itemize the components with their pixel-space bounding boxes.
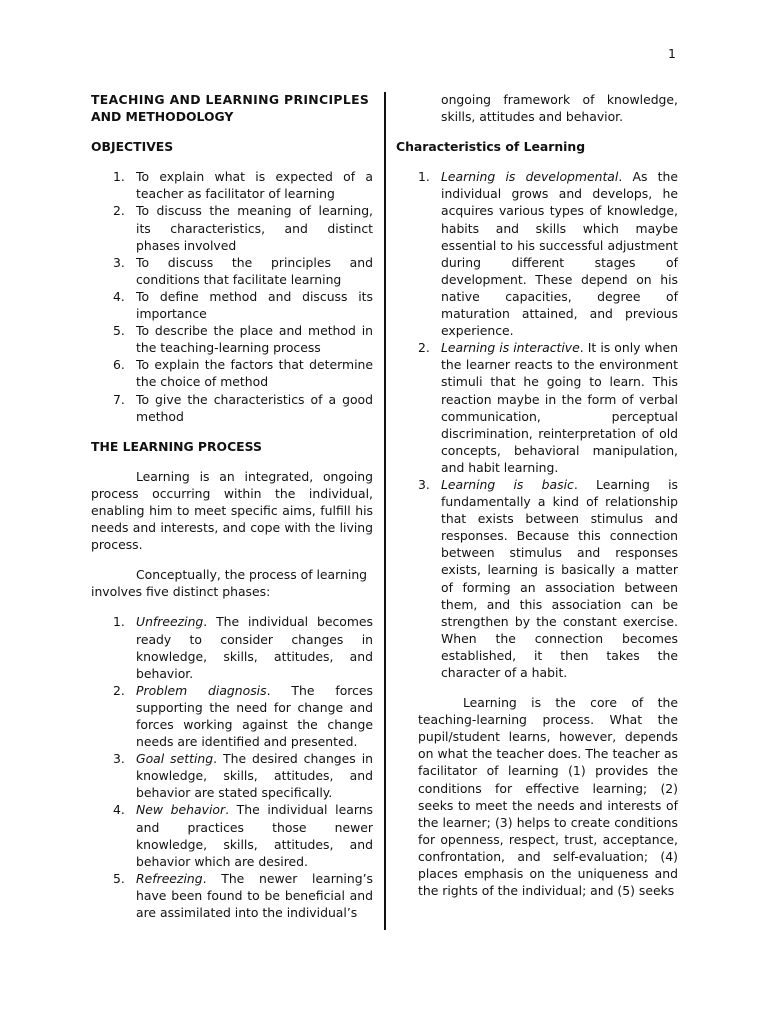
characteristic-term: Learning is basic (441, 476, 574, 492)
document-title-line-1: TEACHING AND LEARNING PRINCIPLES (91, 92, 370, 107)
characteristic-text: . It is only when the learner reacts to the environment stimuli that he going to learn. This reaction maybe in the form of verbal communication, perceptual discrimination, reinterpretation of old concepts, behavioral manipulation, and habit learning. (441, 340, 678, 475)
objective-text: To describe the place and method in the teaching-learning process (136, 323, 373, 356)
list-item: 3. Learning is basic. Learning is fundamentally a kind of relationship that exists between stimulus and responses. Because this connection between stimulus and responses exists, learning is basically a matter of forming an association between them, and this association can be strengthen by the constant exercise. When the connection becomes established, it then takes the character of a habit. (418, 476, 678, 680)
continued-text: ongoing framework of knowledge, skills, attitudes and behavior. (441, 92, 678, 125)
phases-list (91, 613, 373, 921)
phases-intro-paragraph: Conceptually, the process of learning involves five distinct phases: (91, 567, 368, 600)
list-item: 1. To explain what is expected of a teacher as facilitator of learning (113, 169, 373, 202)
right-column (396, 91, 678, 899)
list-item: 4. To define method and discuss its importance (113, 288, 373, 322)
objective-text: To give the characteristics of a good method (136, 391, 373, 424)
objective-text: To discuss the principles and conditions that facilitate learning (136, 254, 373, 287)
list-item: 5. To describe the place and method in the teaching-learning process (113, 323, 373, 356)
phase-term: Problem diagnosis (136, 682, 267, 698)
phase-term: Unfreezing (136, 614, 204, 630)
objective-text: To define method and discuss its importance (136, 288, 373, 322)
phase-term: Goal setting (136, 751, 214, 767)
objective-text: To explain what is expected of a teacher as facilitator of learning (136, 169, 373, 202)
objectives-list (91, 168, 373, 424)
learning-definition-paragraph: Learning is an integrated, ongoing process occurring within the individual, enabling him to meet specific aims, fulfill his needs and interests, and cope with the living process. (91, 468, 373, 553)
list-item: 6. To explain the factors that determine the choice of method (113, 357, 373, 390)
learning-process-heading: THE LEARNING PROCESS (91, 438, 262, 454)
phase-term: Refreezing (136, 870, 203, 886)
list-item: 1. Learning is developmental. As the individual grows and develops, he acquires various types of knowledge, habits and skills which maybe essential to his successful adjustment during different stages of development. These depend on his native capacities, degree of maturation attained, and previous experience. (418, 169, 678, 339)
characteristic-term: Learning is interactive (441, 340, 580, 356)
characteristic-text: . Learning is fundamentally a kind of relationship that exists between stimulus and responses. Because this connection between stimulus and responses exists, learning is basically a matter of forming an association between them, and this association can be strengthen by the constant exercise. When the connection becomes established, it then takes the character of a habit. (441, 476, 678, 680)
objective-text: To discuss the meaning of learning, its characteristics, and distinct phases involved (136, 203, 373, 253)
characteristics-heading: Characteristics of Learning (396, 139, 586, 155)
left-column (91, 91, 373, 934)
objectives-heading: OBJECTIVES (91, 139, 174, 155)
document-title-line-2: AND METHODOLOGY (91, 109, 234, 125)
list-item: 2. To discuss the meaning of learning, its characteristics, and distinct phases involved (113, 203, 373, 253)
characteristic-text: . As the individual grows and develops, he acquires various types of knowledge, habits and skills which maybe essential to his successful adjustment during different stages of development. These depend on his native capacities, degree of maturation attained, and previous experience. (441, 169, 678, 339)
list-item: 3. To discuss the principles and conditions that facilitate learning (113, 254, 373, 287)
objective-text: To explain the factors that determine the choice of method (136, 357, 373, 390)
phase-text: . The newer learning’s have been found to be beneficial and are assimilated into the individual’s (136, 870, 373, 921)
characteristic-term: Learning is developmental (441, 169, 619, 185)
column-divider (384, 92, 386, 930)
phase-text: . The individual learns and practices those newer knowledge, skills, attitudes, and behavior which are desired. (136, 802, 373, 869)
core-paragraph: Learning is the core of the teaching-learning process. What the pupil/student learns, however, depends on what the teacher does. The teacher as facilitator of learning (1) provides the conditions for effective learning; (2) seeks to meet the needs and interests of the learner; (3) helps to create conditions for openness, respect, trust, acceptance, confrontation, and self-evaluation; (4) places emphasis on the uniqueness and the rights of the individual; and (5) seeks (418, 695, 678, 899)
list-item: 1. Unfreezing. The individual becomes ready to consider changes in knowledge, skills, attitudes, and behavior. (113, 614, 373, 681)
characteristics-list (396, 168, 678, 681)
page-number: 1 (668, 46, 676, 61)
phase-text: . The desired changes in knowledge, skills, attitudes, and behavior are stated specifically. (136, 751, 373, 801)
list-item: 3. Goal setting. The desired changes in knowledge, skills, attitudes, and behavior are stated specifically. (113, 751, 373, 801)
phase-text: . The individual becomes ready to consider changes in knowledge, skills, attitudes, and behavior. (136, 614, 373, 681)
phase-term: New behavior (136, 802, 226, 818)
list-item: 2. Learning is interactive. It is only when the learner reacts to the environment stimuli that he going to learn. This reaction maybe in the form of verbal communication, perceptual discrimination, reinterpretation of old concepts, behavioral manipulation, and habit learning. (418, 340, 678, 475)
list-item: 4. New behavior. The individual learns and practices those newer knowledge, skills, attitudes, and behavior which are desired. (113, 802, 373, 869)
phase-text: . The forces supporting the need for change and forces working against the change needs are identified and presented. (136, 682, 373, 750)
list-item: 2. Problem diagnosis. The forces supporting the need for change and forces working against the change needs are identified and presented. (113, 682, 373, 750)
list-item: 7. To give the characteristics of a good method (113, 391, 373, 424)
list-item: 5. Refreezing. The newer learning’s have been found to be beneficial and are assimilated into the individual’s (113, 870, 373, 921)
